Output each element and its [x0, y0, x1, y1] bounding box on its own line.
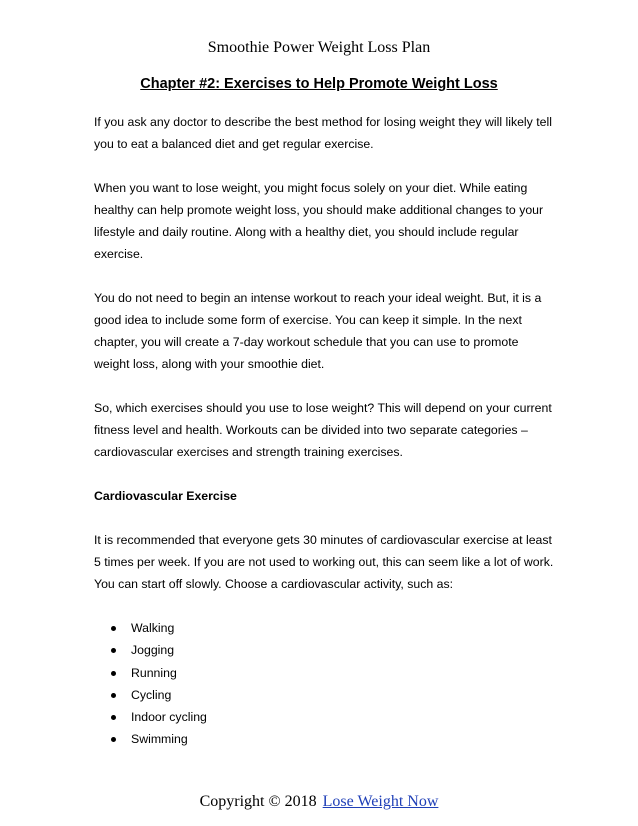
- activity-label: Indoor cycling: [131, 710, 207, 725]
- bullet-icon: [111, 648, 116, 653]
- list-item: [94, 662, 554, 684]
- activity-label: Running: [131, 665, 177, 680]
- paragraph-workout: You do not need to begin an intense workout to reach your ideal weight. But, it is a good idea to include some form of exercise. You can keep it simple. In the next chapter, you will create a 7-day workout schedule that you can use to promote weight loss, along with your smoothie diet.: [94, 291, 542, 371]
- paragraph-diet: When you want to lose weight, you might focus solely on your diet. While eating healthy can help promote weight loss, you should make additional changes to your lifestyle and daily routine. Along with a healthy diet, you should include regular exercise.: [94, 181, 544, 261]
- running-header: Smoothie Power Weight Loss Plan: [207, 39, 431, 56]
- bullet-icon: [111, 671, 116, 676]
- section-heading-cardio: Cardiovascular Exercise: [94, 489, 237, 503]
- page-footer: [0, 792, 638, 812]
- activity-label: Jogging: [131, 643, 175, 658]
- list-item: [94, 728, 554, 750]
- activity-label: Walking: [131, 621, 175, 635]
- copyright-text: Copyright © 2018: [199, 793, 317, 810]
- bullet-icon: [111, 737, 116, 742]
- bullet-icon: [111, 626, 116, 631]
- bullet-icon: [111, 693, 116, 698]
- list-item: [94, 639, 554, 661]
- bullet-icon: [111, 715, 116, 720]
- activity-label: Cycling: [131, 687, 172, 702]
- document-body: [94, 111, 554, 751]
- chapter-title: Chapter #2: Exercises to Help Promote Weight Loss: [140, 76, 498, 92]
- list-item: [94, 617, 554, 639]
- activity-list: [94, 617, 554, 751]
- paragraph-intro: If you ask any doctor to describe the best method for losing weight they will likely tell you to eat a balanced diet and get regular exercise.: [94, 115, 552, 151]
- paragraph-cardio-intro: It is recommended that everyone gets 30 minutes of cardiovascular exercise at least 5 times per week. If you are not used to working out, this can seem like a lot of work. You can start off slowly. Choose a cardiovascular activity, such as:: [94, 533, 554, 591]
- activity-label: Swimming: [131, 732, 188, 747]
- paragraph-categories: So, which exercises should you use to lose weight? This will depend on your current fitness level and health. Workouts can be divided into two separate categories – cardiovascular exercises and strength training exercises.: [94, 401, 552, 459]
- list-item: [94, 706, 554, 728]
- lose-weight-now-link[interactable]: Lose Weight Now: [322, 793, 439, 810]
- list-item: [94, 684, 554, 706]
